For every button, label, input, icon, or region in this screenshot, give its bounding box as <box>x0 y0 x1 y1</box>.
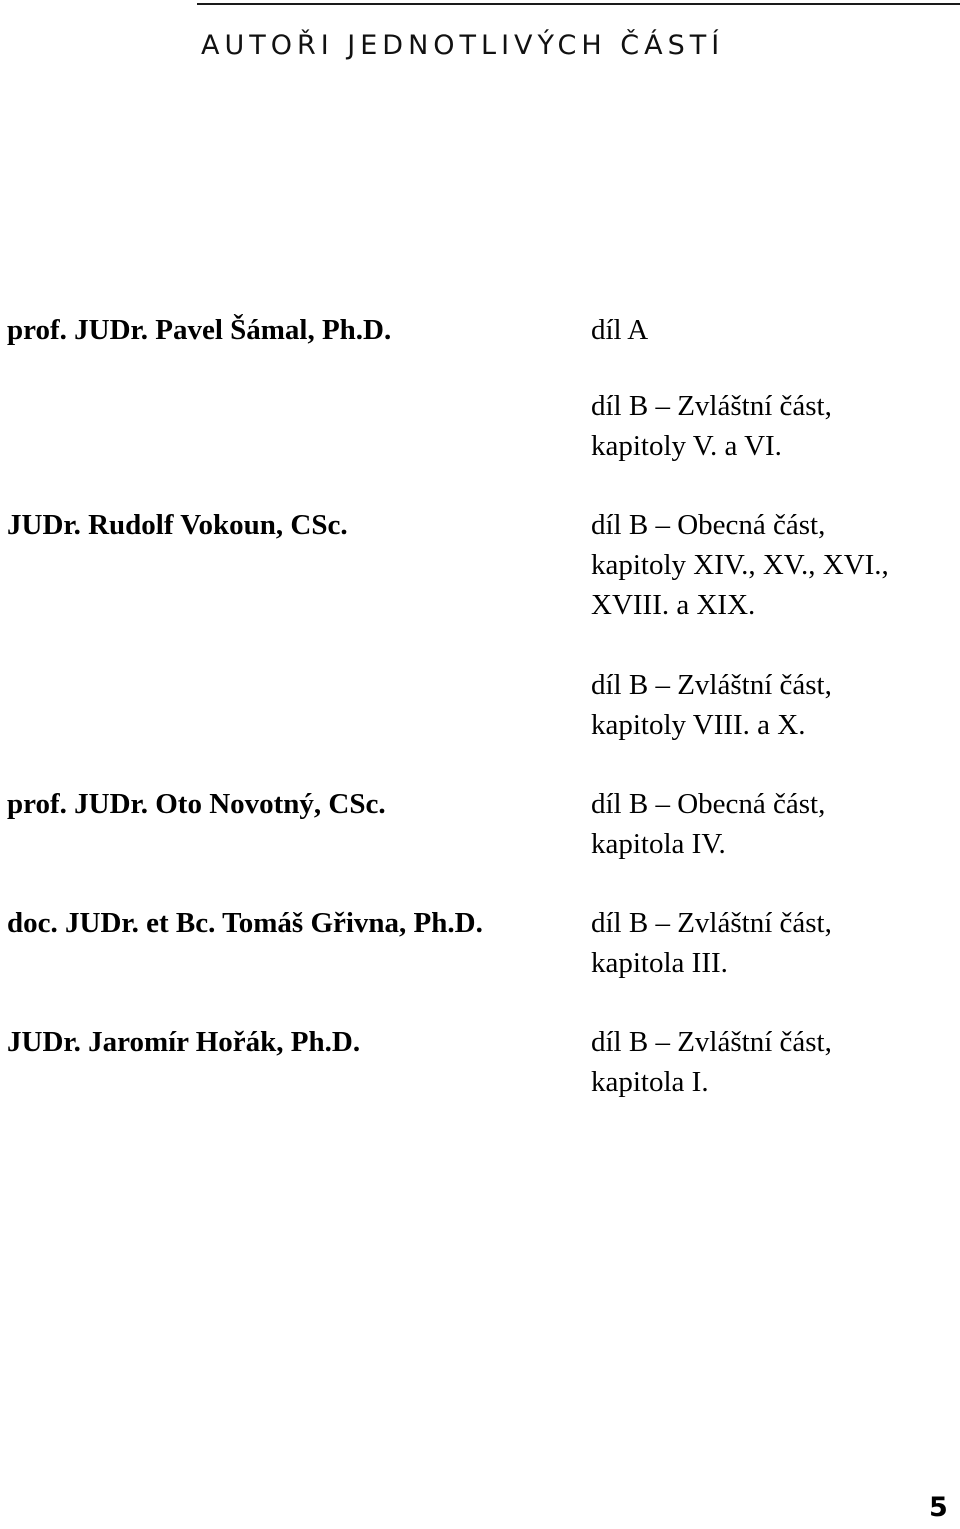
part-line: kapitola I. <box>591 1066 709 1098</box>
part-entry <box>591 1022 832 1102</box>
part-line: díl B – Obecná část, <box>591 509 826 541</box>
part-line: XVIII. a XIX. <box>591 589 756 621</box>
part-entry <box>591 386 832 466</box>
author-samal: prof. JUDr. Pavel Šámal, Ph.D. <box>7 314 392 346</box>
part-line: díl B – Zvláštní část, <box>591 669 832 701</box>
top-rule <box>197 3 960 5</box>
part-line: díl B – Obecná část, <box>591 788 826 820</box>
part-line: kapitoly V. a VI. <box>591 430 782 462</box>
part-line: díl A <box>591 314 649 346</box>
part-line: díl B – Zvláštní část, <box>591 390 832 422</box>
author-grivna: doc. JUDr. et Bc. Tomáš Gřivna, Ph.D. <box>7 907 483 939</box>
author-horak: JUDr. Jaromír Hořák, Ph.D. <box>7 1026 361 1058</box>
part-line: kapitoly VIII. a X. <box>591 709 806 741</box>
part-entry <box>591 903 832 983</box>
part-entry <box>591 310 648 350</box>
part-line: díl B – Zvláštní část, <box>591 1026 832 1058</box>
author-novotny: prof. JUDr. Oto Novotný, CSc. <box>7 788 386 820</box>
page-heading: AUTOŘI JEDNOTLIVÝCH ČÁSTÍ <box>201 30 725 61</box>
part-line: kapitoly XIV., XV., XVI., <box>591 549 889 581</box>
part-line: díl B – Zvláštní část, <box>591 907 832 939</box>
part-entry <box>591 784 825 864</box>
part-line: kapitola III. <box>591 947 728 979</box>
page-number: 5 <box>929 1492 948 1523</box>
part-line: kapitola IV. <box>591 828 726 860</box>
author-vokoun: JUDr. Rudolf Vokoun, CSc. <box>7 509 348 541</box>
part-entry <box>591 505 889 625</box>
part-entry <box>591 665 832 745</box>
